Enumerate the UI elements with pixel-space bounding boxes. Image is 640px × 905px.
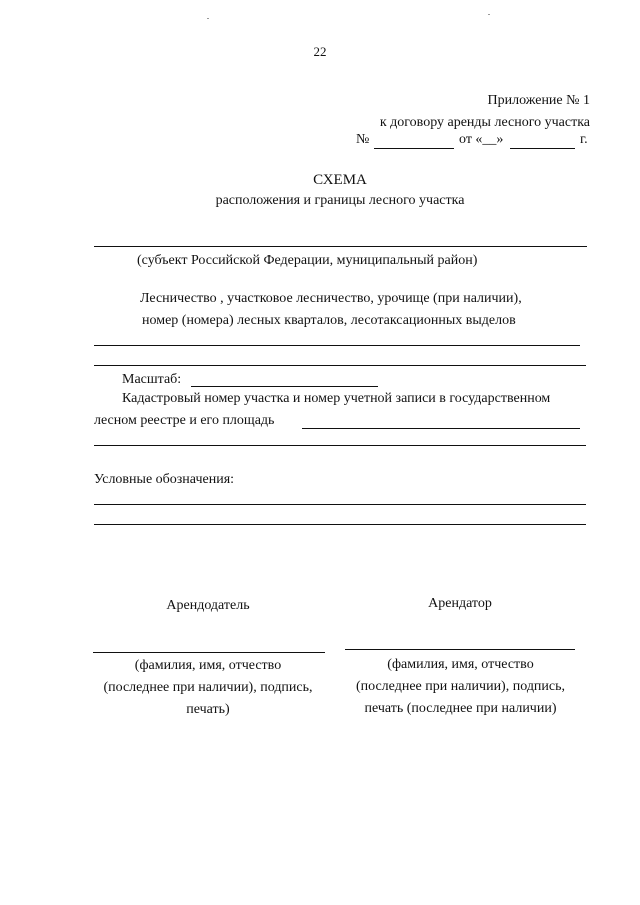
page-number: 22: [313, 44, 327, 59]
forestry-caption-line2: номер (номера) лесных кварталов, лесотаксационных выделов: [142, 313, 516, 328]
lessor-caption-line3: печать): [186, 702, 230, 717]
lessee-caption-line3: печать (последнее при наличии): [364, 701, 557, 716]
lessee-caption-line2: (последнее при наличии), подпись,: [355, 679, 566, 694]
lessor-signature-line: [93, 652, 325, 653]
contract-date-label: от «__»: [459, 132, 504, 147]
lessor-caption-line1: (фамилия, имя, отчество: [134, 658, 282, 673]
lessee-signature-line: [345, 649, 575, 650]
forestry-line-2: [94, 365, 586, 366]
contract-date-blank: [510, 148, 575, 149]
cadastral-blank-1: [302, 428, 580, 429]
scale-label: Масштаб:: [122, 372, 182, 387]
legend-line-1: [94, 504, 586, 505]
scale-blank: [191, 386, 378, 387]
scan-speck: [207, 18, 209, 19]
appendix-title: Приложение № 1: [487, 93, 590, 108]
lessor-caption-line2: (последнее при наличии), подпись,: [103, 680, 313, 695]
legend-label: Условные обозначения:: [94, 472, 235, 487]
contract-number-label: №: [356, 132, 370, 147]
document-subtitle: расположения и границы лесного участка: [215, 193, 465, 208]
subject-line: [94, 246, 587, 247]
document-title: СХЕМА: [313, 172, 367, 188]
lessor-caption: [88, 655, 328, 721]
lessor-title: Арендодатель: [166, 598, 250, 613]
forestry-line-1: [94, 345, 580, 346]
cadastral-blank-2: [94, 445, 586, 446]
cadastral-label-line1: Кадастровый номер участка и номер учетной записи в государственном: [122, 391, 551, 406]
subject-caption: (субъект Российской Федерации, муниципальный район): [137, 253, 478, 268]
scan-speck: [488, 14, 490, 15]
contract-number-blank: [374, 148, 454, 149]
cadastral-label-line2: лесном реестре и его площадь: [94, 413, 275, 428]
lessee-caption-line1: (фамилия, имя, отчество: [387, 657, 534, 672]
contract-year-suffix: г.: [580, 132, 588, 147]
lessee-title: Арендатор: [428, 596, 492, 611]
lessee-caption: [338, 654, 583, 720]
forestry-caption-line1: Лесничество , участковое лесничество, урочище (при наличии),: [140, 291, 522, 306]
appendix-subtitle: к договору аренды лесного участка: [379, 115, 590, 130]
legend-line-2: [94, 524, 586, 525]
